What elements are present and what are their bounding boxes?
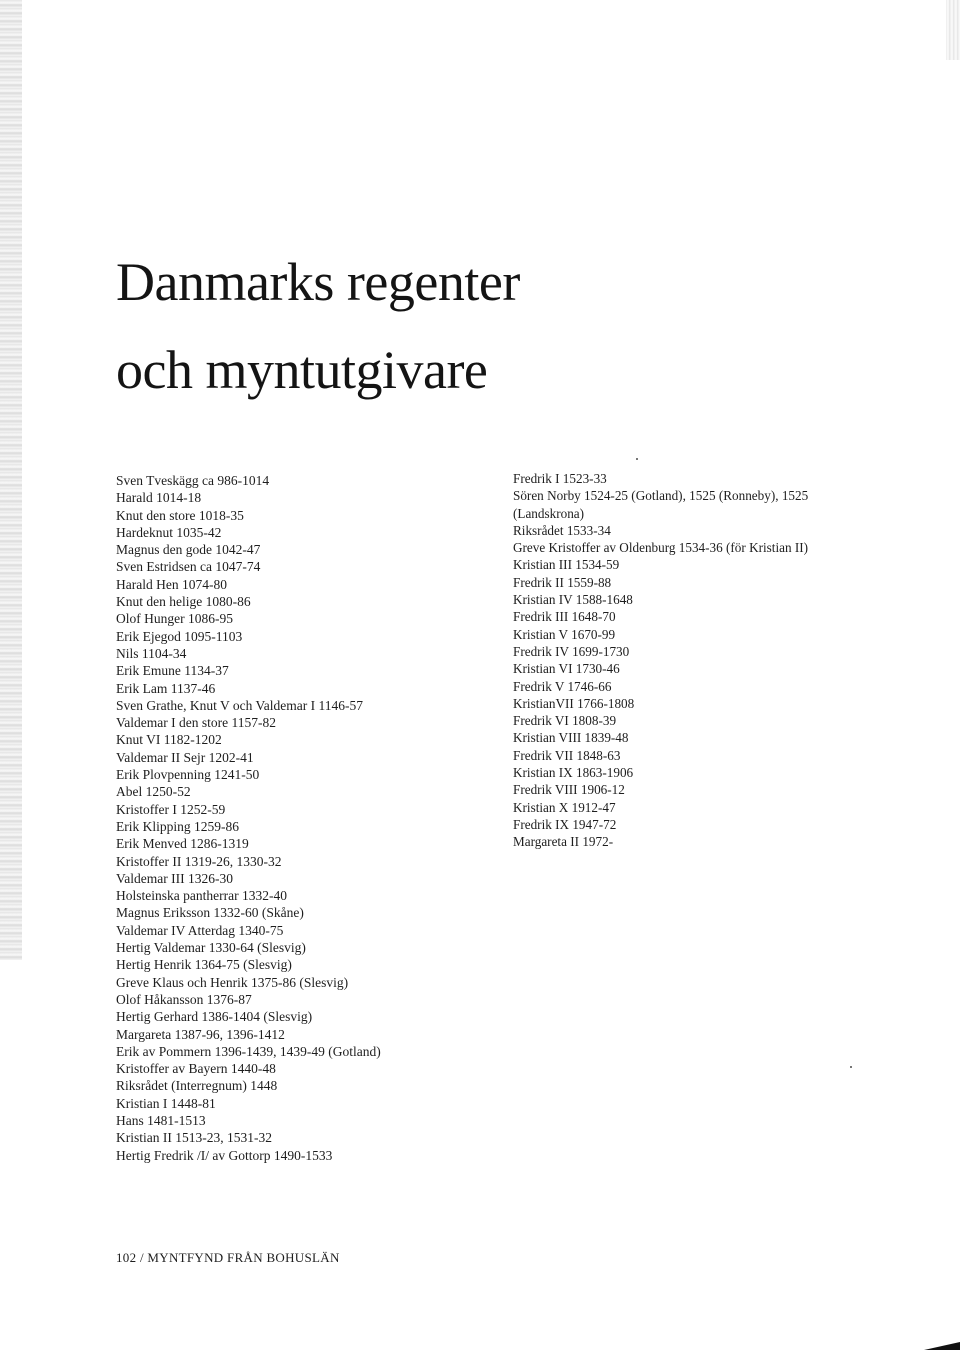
corner-mark bbox=[924, 1342, 960, 1350]
regent-list-right bbox=[513, 470, 808, 851]
regent-entry: Fredrik I 1523-33 bbox=[513, 471, 607, 486]
scan-speck bbox=[850, 1066, 852, 1068]
regent-entry: Kristian II 1513-23, 1531-32 bbox=[116, 1130, 272, 1146]
regent-entry: (Landskrona) bbox=[513, 505, 585, 521]
regent-entry: Greve Kristoffer av Oldenburg 1534-36 (för Kristian II) bbox=[513, 540, 809, 556]
regent-entry: Magnus Eriksson 1332-60 (Skåne) bbox=[116, 905, 304, 921]
title-line-2: och myntutgivare bbox=[116, 340, 488, 400]
regent-entry: Olof Hunger 1086-95 bbox=[116, 611, 233, 627]
regent-entry: Erik Menved 1286-1319 bbox=[116, 836, 249, 852]
page-footer: 102 / MYNTFYND FRÅN BOHUSLÄN bbox=[116, 1250, 340, 1265]
scan-edge-left bbox=[0, 0, 22, 960]
regent-entry: Kristoffer II 1319-26, 1330-32 bbox=[116, 853, 282, 869]
regent-entry: Abel 1250-52 bbox=[116, 784, 191, 800]
regent-entry: Kristian VI 1730-46 bbox=[513, 661, 620, 677]
regent-entry: Magnus den gode 1042-47 bbox=[116, 542, 261, 558]
regent-entry: Knut den helige 1080-86 bbox=[116, 594, 251, 610]
regent-entry: Erik Lam 1137-46 bbox=[116, 680, 216, 696]
regent-entry: Greve Klaus och Henrik 1375-86 (Slesvig) bbox=[116, 974, 349, 990]
regent-entry: Knut den store 1018-35 bbox=[116, 507, 244, 523]
regent-entry: Sven Grathe, Knut V och Valdemar I 1146-57 bbox=[116, 697, 363, 713]
regent-entry: Kristian IX 1863-1906 bbox=[513, 765, 634, 781]
regent-entry: Valdemar I den store 1157-82 bbox=[116, 715, 276, 731]
regent-entry: Erik Ejegod 1095-1103 bbox=[116, 628, 243, 644]
regent-entry: Erik Emune 1134-37 bbox=[116, 663, 229, 679]
regent-entry: Kristian IV 1588-1648 bbox=[513, 592, 633, 608]
scan-speck bbox=[636, 458, 638, 460]
regent-entry: Fredrik VII 1848-63 bbox=[513, 747, 621, 763]
regent-entry: Nils 1104-34 bbox=[116, 645, 187, 661]
regent-entry: Holsteinska pantherrar 1332-40 bbox=[116, 888, 287, 904]
regent-entry: Kristian III 1534-59 bbox=[513, 557, 620, 573]
regent-entry: Sven Tveskägg ca 986-1014 bbox=[116, 473, 270, 488]
regent-entry: Riksrådet 1533-34 bbox=[513, 522, 611, 538]
regent-entry: Erik av Pommern 1396-1439, 1439-49 (Gotland) bbox=[116, 1043, 381, 1059]
regent-entry: Fredrik III 1648-70 bbox=[513, 609, 616, 625]
regent-entry: Sören Norby 1524-25 (Gotland), 1525 (Ronneby), 1525 bbox=[513, 488, 809, 504]
regent-list-left bbox=[116, 472, 381, 1164]
regent-entry: Olof Håkansson 1376-87 bbox=[116, 991, 252, 1007]
regent-entry: Fredrik V 1746-66 bbox=[513, 678, 612, 694]
regent-entry: Kristian VIII 1839-48 bbox=[513, 730, 629, 746]
regent-entry: Margareta 1387-96, 1396-1412 bbox=[116, 1026, 285, 1042]
page-title bbox=[116, 238, 520, 414]
regent-entry: Margareta II 1972- bbox=[513, 834, 614, 850]
scan-edge-right bbox=[946, 0, 960, 60]
regent-entry: Valdemar IV Atterdag 1340-75 bbox=[116, 922, 284, 938]
regent-entry: Hertig Gerhard 1386-1404 (Slesvig) bbox=[116, 1009, 313, 1025]
regent-entry: Knut VI 1182-1202 bbox=[116, 732, 222, 748]
regent-entry: Riksrådet (Interregnum) 1448 bbox=[116, 1078, 278, 1094]
regent-entry: Erik Plovpenning 1241-50 bbox=[116, 767, 260, 783]
regent-entry: Harald Hen 1074-80 bbox=[116, 576, 227, 592]
regent-entry: Valdemar II Sejr 1202-41 bbox=[116, 749, 254, 765]
regent-entry: Hans 1481-1513 bbox=[116, 1112, 206, 1128]
regent-entry: Fredrik II 1559-88 bbox=[513, 574, 612, 590]
regent-entry: Fredrik VIII 1906-12 bbox=[513, 782, 625, 798]
title-line-1: Danmarks regenter bbox=[116, 252, 520, 312]
regent-entry: Erik Klipping 1259-86 bbox=[116, 818, 239, 834]
regent-entry: Hertig Valdemar 1330-64 (Slesvig) bbox=[116, 940, 306, 956]
regent-entry: Kristoffer I 1252-59 bbox=[116, 801, 226, 817]
regent-entry: Kristian X 1912-47 bbox=[513, 799, 616, 815]
regent-entry: KristianVII 1766-1808 bbox=[513, 695, 635, 711]
regent-entry: Kristian V 1670-99 bbox=[513, 626, 616, 642]
regent-entry: Harald 1014-18 bbox=[116, 490, 202, 506]
regent-entry: Fredrik IX 1947-72 bbox=[513, 816, 617, 832]
regent-entry: Fredrik IV 1699-1730 bbox=[513, 643, 630, 659]
regent-entry: Sven Estridsen ca 1047-74 bbox=[116, 559, 261, 575]
regent-entry: Hardeknut 1035-42 bbox=[116, 524, 222, 540]
regent-entry: Hertig Henrik 1364-75 (Slesvig) bbox=[116, 957, 292, 973]
regent-entry: Valdemar III 1326-30 bbox=[116, 870, 233, 886]
regent-entry: Fredrik VI 1808-39 bbox=[513, 713, 617, 729]
regent-entry: Hertig Fredrik /I/ av Gottorp 1490-1533 bbox=[116, 1147, 333, 1163]
regent-entry: Kristian I 1448-81 bbox=[116, 1095, 216, 1111]
regent-entry: Kristoffer av Bayern 1440-48 bbox=[116, 1061, 276, 1077]
